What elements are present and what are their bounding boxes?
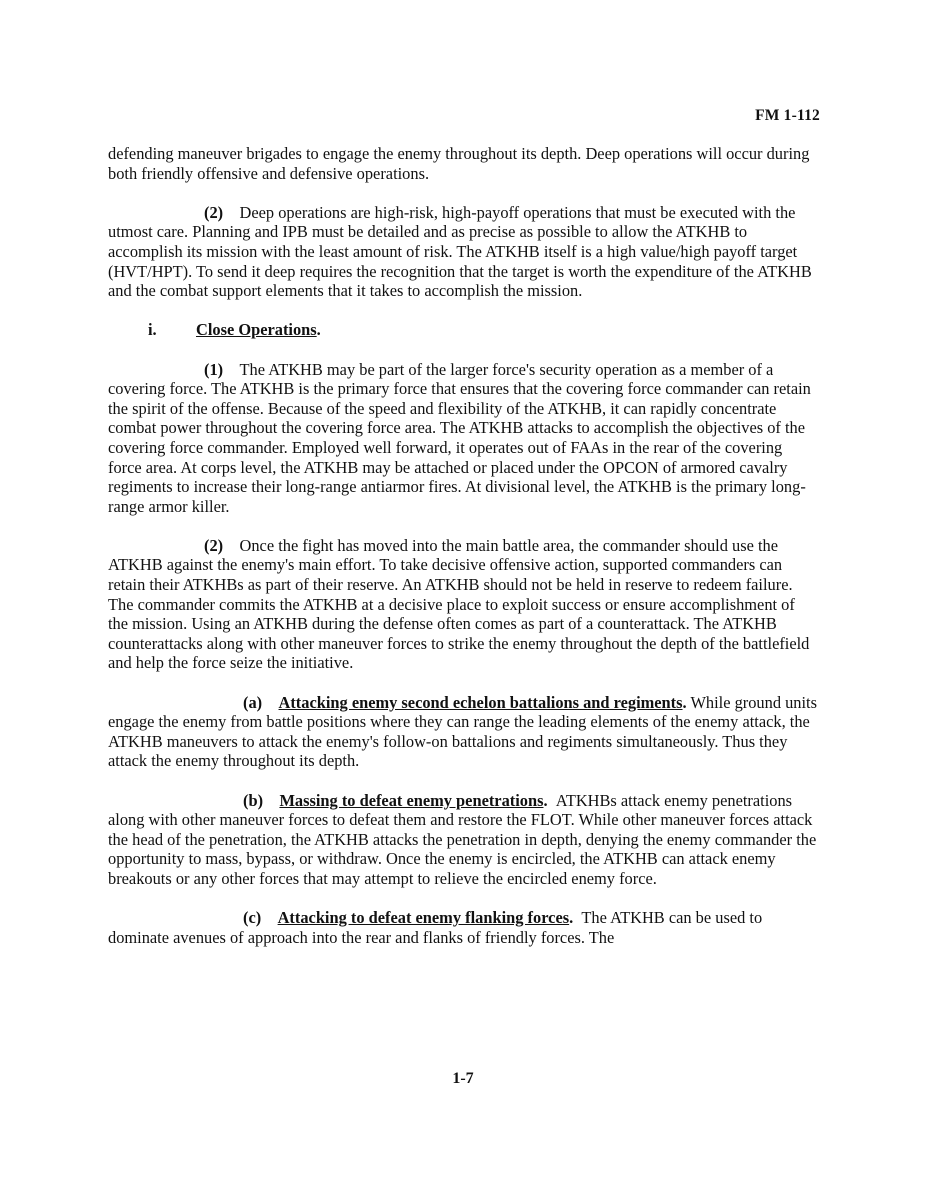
paragraph-number: (2) xyxy=(204,535,224,555)
section-heading: i. Close Operations. xyxy=(148,320,321,340)
section-title: Close Operations xyxy=(196,320,317,340)
paragraph-text: defending maneuver brigades to engage the enemy throughout its depth. Deep operations will occur during both friendly offensive and defensive operations. xyxy=(108,144,810,183)
section-letter: i. xyxy=(148,320,157,340)
paragraph-number: (a) xyxy=(243,692,263,712)
paragraph-continuation xyxy=(108,144,818,183)
paragraph-lead-title: Attacking enemy second echelon battalions and regiments xyxy=(278,692,683,712)
page-number: 1-7 xyxy=(452,1070,474,1087)
paragraph-lead-title: Attacking to defeat enemy flanking forces xyxy=(277,908,570,928)
paragraph-text: Deep operations are high-risk, high-payoff operations that must be executed with the utmost care. Planning and IPB must be detailed and as precise as possible to allow the ATKHB to accomplish its mission with the least amount of risk. The ATKHB itself is a high value/high payoff target (HVT/HPT). To send it deep requires the recognition that the target is worth the expenditure of the ATKHB and the combat support elements that it takes to accomplish the mission. xyxy=(108,202,812,301)
paragraph-sub-a: (a) Attacking enemy second echelon battalions and regiments. While ground units engage the enemy from battle positions where they can range the leading elements of the enemy attack, the ATKHB maneuvers to attack the enemy's follow-on battalions and regiments simultaneously. Thus they attack the enemy throughout its depth. xyxy=(108,692,817,771)
paragraph-sub-c: (c) Attacking to defeat enemy flanking forces. The ATKHB can be used to dominate avenues of approach into the rear and flanks of friendly forces. The xyxy=(108,908,763,947)
paragraph-close-ops-1 xyxy=(108,360,818,517)
paragraph-sub-b: (b) Massing to defeat enemy penetrations. ATKHBs attack enemy penetrations along with other maneuver forces to defeat them and restore the FLOT. While other maneuver forces attack the head of the penetration, the ATKHB attacks the penetration in depth, denying the enemy commander the opportunity to mass, bypass, or withdraw. Once the enemy is encircled, the ATKHB can attack enemy breakouts or any other forces that may attempt to relieve the encircled enemy force. xyxy=(108,790,817,888)
paragraph-number: (b) xyxy=(243,790,264,810)
paragraph-text: While ground units engage the enemy from battle positions where they can range the leading elements of the enemy attack, the ATKHB maneuvers to attack the enemy's follow-on battalions and regiments simultaneously. Thus they attack the enemy throughout its depth. xyxy=(108,692,817,771)
paragraph-close-ops-2 xyxy=(108,536,818,673)
paragraph-text: ATKHBs attack enemy penetrations along with other maneuver forces to defeat them and restore the FLOT. While other maneuver forces attack the head of the penetration, the ATKHB attacks the penetration in depth, denying the enemy commander the opportunity to mass, bypass, or withdraw. Once the enemy is encircled, the ATKHB can attack enemy breakouts or any other forces that may attempt to relieve the encircled enemy force. xyxy=(108,790,817,888)
paragraph-text: Once the fight has moved into the main battle area, the commander should use the ATKHB against the enemy's main effort. To take decisive offensive action, supported commanders can retain their ATKHBs as part of their reserve. An ATKHB should not be held in reserve to redeem failure. The commander commits the ATKHB at a decisive place to exploit success or ensure accomplishment of the mission. Using an ATKHB during the defense often comes as part of a counterattack. The ATKHB counterattacks along with other maneuver forces to strike the enemy throughout the depth of the battlefield and help the force seize the initiative. xyxy=(108,535,810,673)
paragraph-deep-ops-2 xyxy=(108,203,818,301)
paragraph-number: (2) xyxy=(204,202,224,222)
doc-id-header: FM 1-112 xyxy=(755,107,820,124)
paragraph-text: The ATKHB may be part of the larger force's security operation as a member of a covering force. The ATKHB is the primary force that ensures that the covering force commander can retain the spirit of the offense. Because of the speed and flexibility of the ATKHB, it can rapidly concentrate combat power throughout the covering force area. The ATKHB attacks to accomplish the objectives of the covering force commander. Employed well forward, it operates out of FAAs in the rear of the covering force area. At corps level, the ATKHB may be attached or placed under the OPCON of armored cavalry regiments to increase their long-range antiarmor fires. At divisional level, the ATKHB is the primary long-range armor killer. xyxy=(108,359,811,516)
paragraph-text: The ATKHB can be used to dominate avenues of approach into the rear and flanks of friendly forces. The xyxy=(108,908,763,947)
paragraph-lead-title: Massing to defeat enemy penetrations xyxy=(279,790,544,810)
paragraph-number: (c) xyxy=(243,908,262,928)
paragraph-number: (1) xyxy=(204,359,224,379)
body-text xyxy=(108,144,818,967)
